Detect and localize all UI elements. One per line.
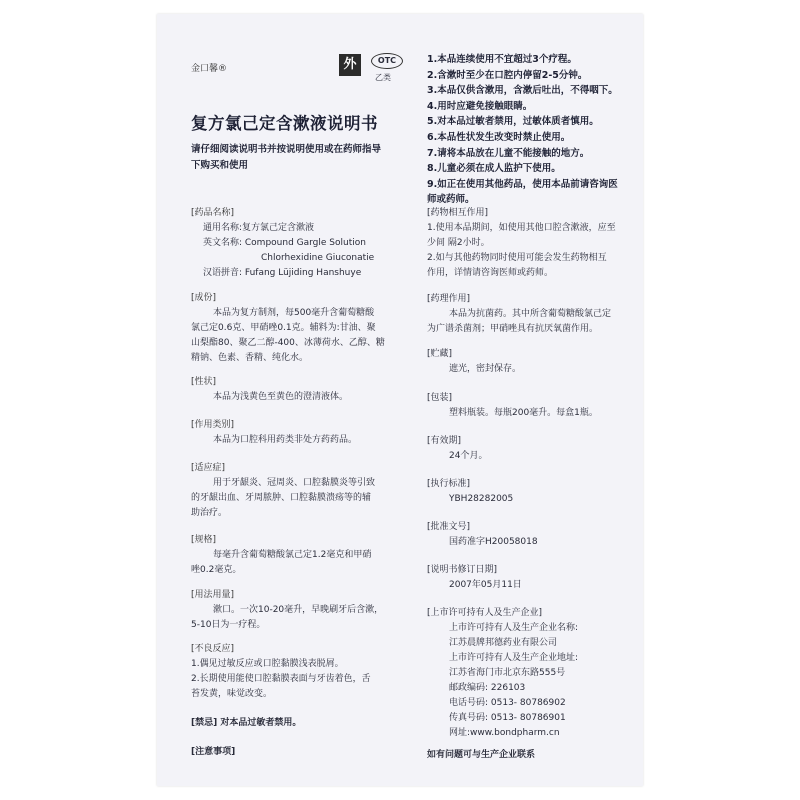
text-line: 5-10日为一疗程。 — [191, 620, 266, 630]
section-adverse-reactions — [191, 642, 413, 702]
section-specification — [191, 533, 413, 578]
text-line: 本品为浅黄色至黄色的澄清液体。 — [213, 392, 349, 402]
text-line: 24个月。 — [449, 451, 488, 461]
text-line: 塑料瓶装。每瓶200毫升。每盒1瓶。 — [449, 408, 598, 418]
external-use-badge: 外 — [339, 54, 361, 76]
text-line: 每毫升含葡萄糖酸氯己定1.2毫克和甲硝 — [213, 550, 372, 560]
section-heading: [贮藏] — [427, 349, 453, 359]
usage-notice — [191, 142, 405, 174]
warning-item: 4.用时应避免接触眼睛。 — [427, 100, 533, 112]
section-contraindications: [禁忌] 对本品过敏者禁用。 — [191, 718, 302, 728]
warning-item: 8.儿童必须在成人监护下使用。 — [427, 163, 561, 175]
section-heading: [药物相互作用] — [427, 208, 489, 218]
text-line: 本品为口腔科用药类非处方药药品。 — [213, 435, 358, 445]
text-line: 2.如与其他药物同时使用可能会发生药物相互 — [427, 253, 607, 263]
warning-item: 7.请将本品放在儿童不能接触的地方。 — [427, 147, 590, 159]
section-heading: [执行标准] — [427, 479, 471, 489]
text-line: 为广谱杀菌剂；甲硝唑具有抗厌氧菌作用。 — [427, 324, 599, 334]
section-heading: [适应症] — [191, 463, 226, 473]
otc-class-label: 乙类 — [375, 73, 391, 82]
section-precautions: [注意事项] — [191, 747, 236, 757]
text-line: 国药准字H20058018 — [449, 537, 538, 547]
text-line: 助治疗。 — [191, 508, 228, 518]
section-composition — [191, 291, 413, 366]
text-line: 本品为复方制剂，每500毫升含葡萄糖酸 — [213, 308, 375, 318]
section-heading: [批准文号] — [427, 522, 471, 532]
text-line: 1.使用本品期间，如使用其他口腔含漱液，应至 — [427, 223, 616, 233]
text-line: 江苏晨牌邦德药业有限公司 — [449, 638, 558, 648]
section-interactions — [427, 206, 652, 281]
text-line: 漱口。一次10-20毫升，早晚刷牙后含漱， — [213, 605, 384, 615]
section-standard — [427, 477, 652, 507]
text-line: 本品为抗菌药。其中所含葡萄糖酸氯己定 — [449, 309, 612, 319]
section-heading: [上市许可持有人及生产企业] — [427, 608, 543, 618]
text-line: 传真号码: 0513- 80786901 — [449, 713, 566, 723]
section-appearance — [191, 375, 413, 405]
warning-item: 6.本品性状发生改变时禁止使用。 — [427, 131, 571, 143]
section-heading: [作用类别] — [191, 420, 235, 430]
section-heading: [药理作用] — [427, 294, 471, 304]
section-heading: [有效期] — [427, 436, 462, 446]
section-heading: [成份] — [191, 293, 217, 303]
section-validity — [427, 434, 652, 464]
generic-name: 通用名称:复方氯己定含漱液 — [203, 223, 315, 233]
section-drug-name — [191, 206, 413, 281]
brand-logo: 金口馨® — [191, 64, 228, 74]
page-title: 复方氯己定含漱液说明书 — [191, 114, 378, 133]
text-line: 2.长期使用能使口腔黏膜表面与牙齿着色，舌 — [191, 674, 371, 684]
text-line: 邮政编码: 226103 — [449, 683, 526, 693]
text-line: 电话号码: 0513- 80786902 — [449, 698, 566, 708]
section-heading: [用法用量] — [191, 590, 235, 600]
text-line: 网址:www.bondpharm.cn — [449, 728, 560, 738]
english-name-cont: Chlorhexidine Giuconatie — [261, 253, 375, 263]
section-heading: [性状] — [191, 377, 217, 387]
warning-item: 3.本品仅供含漱用，含漱后吐出，不得咽下。 — [427, 85, 618, 97]
warning-item: 师或药师。 — [427, 194, 475, 206]
section-dosage — [191, 588, 413, 633]
warning-item: 2.含漱时至少在口腔内停留2-5分钟。 — [427, 69, 588, 81]
section-heading: [不良反应] — [191, 644, 235, 654]
section-storage — [427, 347, 652, 377]
text-line: 苔发黄，味觉改变。 — [191, 689, 273, 699]
otc-badge: OTC — [371, 53, 403, 69]
section-heading: [药品名称] — [191, 208, 235, 218]
notice-line: 下购买和使用 — [191, 160, 249, 171]
text-line: 精钠、色素、香精、纯化水。 — [191, 353, 309, 363]
section-approval — [427, 520, 652, 550]
section-heading: [包装] — [427, 393, 453, 403]
notice-line: 请仔细阅读说明书并按说明使用或在药师指导 — [191, 144, 382, 155]
section-package — [427, 391, 652, 421]
warning-list — [427, 52, 641, 208]
text-line: 2007年05月11日 — [449, 580, 522, 590]
section-indications — [191, 461, 413, 521]
pinyin-name: 汉语拼音: Fufang Lüjiding Hanshuye — [203, 268, 362, 278]
warning-item: 1.本品连续使用不宜超过3个疗程。 — [427, 54, 577, 65]
section-category — [191, 418, 413, 448]
english-name: 英文名称: Compound Gargle Solution — [203, 238, 366, 248]
text-line: 遮光，密封保存。 — [449, 364, 522, 374]
text-line: 作用，详情请咨询医师或药师。 — [427, 268, 554, 278]
text-line: 用于牙龈炎、冠周炎、口腔黏膜炎等引致 — [213, 478, 376, 488]
text-line: 山梨酯80、聚乙二醇-400、冰薄荷水、乙醇、糖 — [191, 338, 385, 348]
section-pharmacology — [427, 292, 652, 337]
text-line: 氯己定0.6克、甲硝唑0.1克。辅料为:甘油、聚 — [191, 323, 376, 333]
section-manufacturer — [427, 606, 652, 741]
warning-item: 5.对本品过敏者禁用，过敏体质者慎用。 — [427, 116, 599, 128]
text-line: 上市许可持有人及生产企业名称: — [449, 623, 579, 633]
warning-item: 9.如正在使用其他药品，使用本品前请咨询医 — [427, 178, 618, 190]
text-line: 的牙龈出血、牙周脓肿、口腔黏膜溃疡等的辅 — [191, 493, 372, 503]
section-heading: [说明书修订日期] — [427, 565, 498, 575]
section-heading: [规格] — [191, 535, 217, 545]
text-line: YBH28282005 — [449, 494, 514, 504]
text-line: 1.偶见过敏反应或口腔黏膜浅表脱屑。 — [191, 659, 344, 669]
section-revision-date — [427, 563, 652, 593]
text-line: 少间 隔2小时。 — [427, 238, 490, 248]
text-line: 上市许可持有人及生产企业地址: — [449, 653, 579, 663]
contact-footer: 如有问题可与生产企业联系 — [427, 750, 536, 760]
text-line: 唑0.2毫克。 — [191, 565, 242, 575]
text-line: 江苏省海门市北京东路555号 — [449, 668, 566, 678]
